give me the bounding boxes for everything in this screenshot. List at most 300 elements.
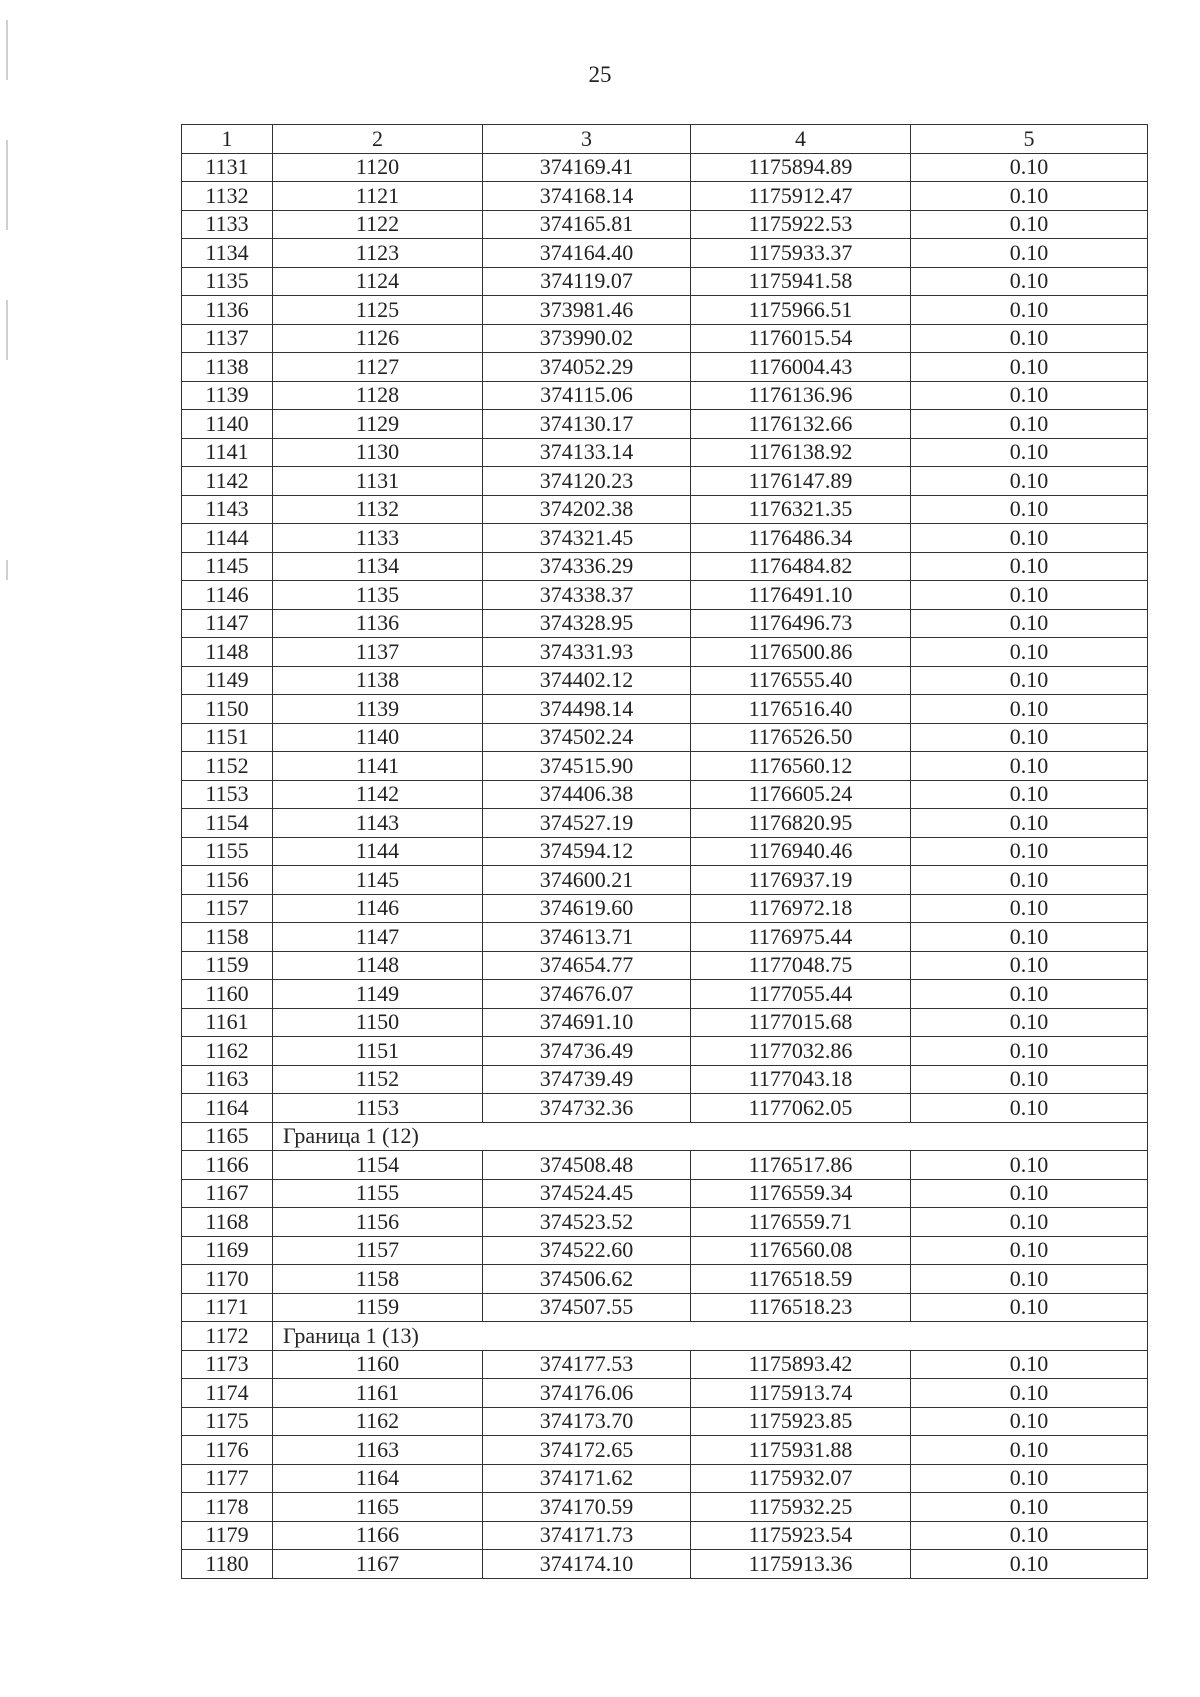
x-coordinate-cell: 374502.24 [483, 723, 691, 752]
y-coordinate-cell: 1175893.42 [691, 1350, 911, 1379]
table-row [182, 923, 1148, 952]
y-coordinate-cell: 1175933.37 [691, 239, 911, 268]
point-number-cell: 1129 [273, 410, 483, 439]
x-coordinate-cell: 374507.55 [483, 1293, 691, 1322]
coordinates-table [181, 124, 1148, 1579]
point-number-cell: 1124 [273, 267, 483, 296]
table-row [182, 1293, 1148, 1322]
table-row [182, 1379, 1148, 1408]
table-row [182, 1208, 1148, 1237]
y-coordinate-cell: 1176975.44 [691, 923, 911, 952]
column-header: 5 [911, 125, 1148, 154]
x-coordinate-cell: 374171.62 [483, 1464, 691, 1493]
x-coordinate-cell: 374164.40 [483, 239, 691, 268]
point-number-cell: 1127 [273, 353, 483, 382]
y-coordinate-cell: 1176940.46 [691, 837, 911, 866]
y-coordinate-cell: 1176937.19 [691, 866, 911, 895]
row-number-cell: 1139 [182, 381, 273, 410]
y-coordinate-cell: 1177015.68 [691, 1008, 911, 1037]
y-coordinate-cell: 1177055.44 [691, 980, 911, 1009]
point-number-cell: 1159 [273, 1293, 483, 1322]
accuracy-cell: 0.10 [911, 182, 1148, 211]
table-row [182, 1407, 1148, 1436]
table-row [182, 837, 1148, 866]
y-coordinate-cell: 1176321.35 [691, 495, 911, 524]
y-coordinate-cell: 1175912.47 [691, 182, 911, 211]
x-coordinate-cell: 374052.29 [483, 353, 691, 382]
section-label-cell: Граница 1 (12) [273, 1122, 1148, 1151]
point-number-cell: 1166 [273, 1521, 483, 1550]
x-coordinate-cell: 374654.77 [483, 951, 691, 980]
row-number-cell: 1138 [182, 353, 273, 382]
accuracy-cell: 0.10 [911, 1436, 1148, 1465]
row-number-cell: 1132 [182, 182, 273, 211]
y-coordinate-cell: 1176138.92 [691, 438, 911, 467]
row-number-cell: 1160 [182, 980, 273, 1009]
x-coordinate-cell: 374130.17 [483, 410, 691, 439]
accuracy-cell: 0.10 [911, 1407, 1148, 1436]
point-number-cell: 1157 [273, 1236, 483, 1265]
table-row [182, 1265, 1148, 1294]
y-coordinate-cell: 1175966.51 [691, 296, 911, 325]
row-number-cell: 1164 [182, 1094, 273, 1123]
x-coordinate-cell: 374691.10 [483, 1008, 691, 1037]
table-row [182, 609, 1148, 638]
point-number-cell: 1158 [273, 1265, 483, 1294]
point-number-cell: 1134 [273, 552, 483, 581]
y-coordinate-cell: 1176516.40 [691, 695, 911, 724]
accuracy-cell: 0.10 [911, 894, 1148, 923]
row-number-cell: 1156 [182, 866, 273, 895]
row-number-cell: 1151 [182, 723, 273, 752]
point-number-cell: 1125 [273, 296, 483, 325]
table-row [182, 524, 1148, 553]
point-number-cell: 1135 [273, 581, 483, 610]
table-row [182, 638, 1148, 667]
table-row [182, 1521, 1148, 1550]
point-number-cell: 1149 [273, 980, 483, 1009]
table-row [182, 866, 1148, 895]
row-number-cell: 1152 [182, 752, 273, 781]
accuracy-cell: 0.10 [911, 239, 1148, 268]
table-row [182, 1350, 1148, 1379]
point-number-cell: 1142 [273, 780, 483, 809]
point-number-cell: 1143 [273, 809, 483, 838]
point-number-cell: 1123 [273, 239, 483, 268]
y-coordinate-cell: 1176147.89 [691, 467, 911, 496]
row-number-cell: 1169 [182, 1236, 273, 1265]
y-coordinate-cell: 1176484.82 [691, 552, 911, 581]
y-coordinate-cell: 1177032.86 [691, 1037, 911, 1066]
y-coordinate-cell: 1176560.12 [691, 752, 911, 781]
point-number-cell: 1132 [273, 495, 483, 524]
row-number-cell: 1146 [182, 581, 273, 610]
y-coordinate-cell: 1176518.59 [691, 1265, 911, 1294]
y-coordinate-cell: 1175923.85 [691, 1407, 911, 1436]
point-number-cell: 1144 [273, 837, 483, 866]
row-number-cell: 1159 [182, 951, 273, 980]
x-coordinate-cell: 374119.07 [483, 267, 691, 296]
row-number-cell: 1149 [182, 666, 273, 695]
x-coordinate-cell: 374613.71 [483, 923, 691, 952]
table-section-row [182, 1122, 1148, 1151]
table-row [182, 495, 1148, 524]
x-coordinate-cell: 374676.07 [483, 980, 691, 1009]
x-coordinate-cell: 374594.12 [483, 837, 691, 866]
row-number-cell: 1162 [182, 1037, 273, 1066]
row-number-cell: 1135 [182, 267, 273, 296]
column-header: 1 [182, 125, 273, 154]
row-number-cell: 1147 [182, 609, 273, 638]
y-coordinate-cell: 1175932.25 [691, 1493, 911, 1522]
row-number-cell: 1172 [182, 1322, 273, 1351]
x-coordinate-cell: 374523.52 [483, 1208, 691, 1237]
y-coordinate-cell: 1176500.86 [691, 638, 911, 667]
row-number-cell: 1178 [182, 1493, 273, 1522]
point-number-cell: 1139 [273, 695, 483, 724]
table-row [182, 809, 1148, 838]
point-number-cell: 1136 [273, 609, 483, 638]
row-number-cell: 1134 [182, 239, 273, 268]
row-number-cell: 1154 [182, 809, 273, 838]
accuracy-cell: 0.10 [911, 609, 1148, 638]
point-number-cell: 1138 [273, 666, 483, 695]
x-coordinate-cell: 374177.53 [483, 1350, 691, 1379]
row-number-cell: 1180 [182, 1550, 273, 1579]
y-coordinate-cell: 1175913.74 [691, 1379, 911, 1408]
accuracy-cell: 0.10 [911, 410, 1148, 439]
x-coordinate-cell: 373990.02 [483, 324, 691, 353]
point-number-cell: 1128 [273, 381, 483, 410]
y-coordinate-cell: 1175932.07 [691, 1464, 911, 1493]
point-number-cell: 1121 [273, 182, 483, 211]
table-row [182, 467, 1148, 496]
x-coordinate-cell: 374170.59 [483, 1493, 691, 1522]
point-number-cell: 1156 [273, 1208, 483, 1237]
table-row [182, 438, 1148, 467]
table-row [182, 1008, 1148, 1037]
row-number-cell: 1175 [182, 1407, 273, 1436]
row-number-cell: 1145 [182, 552, 273, 581]
x-coordinate-cell: 374506.62 [483, 1265, 691, 1294]
accuracy-cell: 0.10 [911, 581, 1148, 610]
table-row [182, 1236, 1148, 1265]
y-coordinate-cell: 1176004.43 [691, 353, 911, 382]
accuracy-cell: 0.10 [911, 809, 1148, 838]
y-coordinate-cell: 1175931.88 [691, 1436, 911, 1465]
x-coordinate-cell: 374331.93 [483, 638, 691, 667]
row-number-cell: 1166 [182, 1151, 273, 1180]
point-number-cell: 1130 [273, 438, 483, 467]
point-number-cell: 1141 [273, 752, 483, 781]
point-number-cell: 1151 [273, 1037, 483, 1066]
accuracy-cell: 0.10 [911, 1037, 1148, 1066]
y-coordinate-cell: 1175913.36 [691, 1550, 911, 1579]
table-row [182, 581, 1148, 610]
page-number: 25 [588, 62, 612, 87]
point-number-cell: 1140 [273, 723, 483, 752]
point-number-cell: 1161 [273, 1379, 483, 1408]
table-row [182, 153, 1148, 182]
x-coordinate-cell: 374172.65 [483, 1436, 691, 1465]
y-coordinate-cell: 1177062.05 [691, 1094, 911, 1123]
table-row [182, 296, 1148, 325]
table-row [182, 951, 1148, 980]
point-number-cell: 1167 [273, 1550, 483, 1579]
accuracy-cell: 0.10 [911, 866, 1148, 895]
accuracy-cell: 0.10 [911, 210, 1148, 239]
accuracy-cell: 0.10 [911, 1065, 1148, 1094]
accuracy-cell: 0.10 [911, 1379, 1148, 1408]
row-number-cell: 1168 [182, 1208, 273, 1237]
table-row [182, 723, 1148, 752]
table-row [182, 381, 1148, 410]
y-coordinate-cell: 1176491.10 [691, 581, 911, 610]
row-number-cell: 1179 [182, 1521, 273, 1550]
accuracy-cell: 0.10 [911, 1236, 1148, 1265]
y-coordinate-cell: 1176136.96 [691, 381, 911, 410]
table-row [182, 267, 1148, 296]
table-row [182, 1094, 1148, 1123]
row-number-cell: 1171 [182, 1293, 273, 1322]
column-header: 2 [273, 125, 483, 154]
accuracy-cell: 0.10 [911, 638, 1148, 667]
scan-edge-mark [6, 560, 8, 580]
y-coordinate-cell: 1176820.95 [691, 809, 911, 838]
y-coordinate-cell: 1176560.08 [691, 1236, 911, 1265]
accuracy-cell: 0.10 [911, 1208, 1148, 1237]
accuracy-cell: 0.10 [911, 723, 1148, 752]
column-header: 4 [691, 125, 911, 154]
table-body [182, 125, 1148, 1579]
x-coordinate-cell: 374736.49 [483, 1037, 691, 1066]
accuracy-cell: 0.10 [911, 951, 1148, 980]
accuracy-cell: 0.10 [911, 1008, 1148, 1037]
x-coordinate-cell: 374522.60 [483, 1236, 691, 1265]
x-coordinate-cell: 374115.06 [483, 381, 691, 410]
point-number-cell: 1148 [273, 951, 483, 980]
y-coordinate-cell: 1176496.73 [691, 609, 911, 638]
table-row [182, 1464, 1148, 1493]
x-coordinate-cell: 374120.23 [483, 467, 691, 496]
point-number-cell: 1126 [273, 324, 483, 353]
y-coordinate-cell: 1177043.18 [691, 1065, 911, 1094]
x-coordinate-cell: 374202.38 [483, 495, 691, 524]
row-number-cell: 1141 [182, 438, 273, 467]
point-number-cell: 1152 [273, 1065, 483, 1094]
table-row [182, 1151, 1148, 1180]
scan-edge-mark [6, 140, 8, 230]
x-coordinate-cell: 374174.10 [483, 1550, 691, 1579]
row-number-cell: 1174 [182, 1379, 273, 1408]
y-coordinate-cell: 1175922.53 [691, 210, 911, 239]
row-number-cell: 1161 [182, 1008, 273, 1037]
x-coordinate-cell: 374600.21 [483, 866, 691, 895]
x-coordinate-cell: 373981.46 [483, 296, 691, 325]
point-number-cell: 1120 [273, 153, 483, 182]
point-number-cell: 1164 [273, 1464, 483, 1493]
accuracy-cell: 0.10 [911, 467, 1148, 496]
accuracy-cell: 0.10 [911, 267, 1148, 296]
accuracy-cell: 0.10 [911, 353, 1148, 382]
point-number-cell: 1155 [273, 1179, 483, 1208]
x-coordinate-cell: 374498.14 [483, 695, 691, 724]
point-number-cell: 1145 [273, 866, 483, 895]
row-number-cell: 1177 [182, 1464, 273, 1493]
y-coordinate-cell: 1175941.58 [691, 267, 911, 296]
row-number-cell: 1150 [182, 695, 273, 724]
row-number-cell: 1143 [182, 495, 273, 524]
x-coordinate-cell: 374321.45 [483, 524, 691, 553]
accuracy-cell: 0.10 [911, 381, 1148, 410]
table-row [182, 666, 1148, 695]
table-section-row [182, 1322, 1148, 1351]
table-header-row [182, 125, 1148, 154]
x-coordinate-cell: 374619.60 [483, 894, 691, 923]
x-coordinate-cell: 374739.49 [483, 1065, 691, 1094]
accuracy-cell: 0.10 [911, 1521, 1148, 1550]
accuracy-cell: 0.10 [911, 438, 1148, 467]
accuracy-cell: 0.10 [911, 1550, 1148, 1579]
accuracy-cell: 0.10 [911, 296, 1148, 325]
accuracy-cell: 0.10 [911, 1293, 1148, 1322]
x-coordinate-cell: 374328.95 [483, 609, 691, 638]
accuracy-cell: 0.10 [911, 1179, 1148, 1208]
accuracy-cell: 0.10 [911, 1350, 1148, 1379]
x-coordinate-cell: 374168.14 [483, 182, 691, 211]
accuracy-cell: 0.10 [911, 1464, 1148, 1493]
table-row [182, 1436, 1148, 1465]
row-number-cell: 1158 [182, 923, 273, 952]
point-number-cell: 1162 [273, 1407, 483, 1436]
section-label-cell: Граница 1 (13) [273, 1322, 1148, 1351]
row-number-cell: 1167 [182, 1179, 273, 1208]
accuracy-cell: 0.10 [911, 923, 1148, 952]
y-coordinate-cell: 1176972.18 [691, 894, 911, 923]
x-coordinate-cell: 374402.12 [483, 666, 691, 695]
table-row [182, 695, 1148, 724]
point-number-cell: 1131 [273, 467, 483, 496]
x-coordinate-cell: 374515.90 [483, 752, 691, 781]
row-number-cell: 1157 [182, 894, 273, 923]
x-coordinate-cell: 374732.36 [483, 1094, 691, 1123]
y-coordinate-cell: 1176605.24 [691, 780, 911, 809]
column-header: 3 [483, 125, 691, 154]
row-number-cell: 1153 [182, 780, 273, 809]
table-row [182, 410, 1148, 439]
point-number-cell: 1137 [273, 638, 483, 667]
table-row [182, 752, 1148, 781]
y-coordinate-cell: 1176518.23 [691, 1293, 911, 1322]
x-coordinate-cell: 374176.06 [483, 1379, 691, 1408]
y-coordinate-cell: 1177048.75 [691, 951, 911, 980]
row-number-cell: 1144 [182, 524, 273, 553]
row-number-cell: 1155 [182, 837, 273, 866]
row-number-cell: 1140 [182, 410, 273, 439]
row-number-cell: 1170 [182, 1265, 273, 1294]
point-number-cell: 1160 [273, 1350, 483, 1379]
x-coordinate-cell: 374133.14 [483, 438, 691, 467]
x-coordinate-cell: 374508.48 [483, 1151, 691, 1180]
y-coordinate-cell: 1176486.34 [691, 524, 911, 553]
row-number-cell: 1137 [182, 324, 273, 353]
y-coordinate-cell: 1176015.54 [691, 324, 911, 353]
row-number-cell: 1131 [182, 153, 273, 182]
row-number-cell: 1136 [182, 296, 273, 325]
accuracy-cell: 0.10 [911, 1094, 1148, 1123]
table-row [182, 894, 1148, 923]
table-row [182, 1179, 1148, 1208]
accuracy-cell: 0.10 [911, 1151, 1148, 1180]
accuracy-cell: 0.10 [911, 666, 1148, 695]
accuracy-cell: 0.10 [911, 1493, 1148, 1522]
x-coordinate-cell: 374173.70 [483, 1407, 691, 1436]
table-row [182, 353, 1148, 382]
point-number-cell: 1153 [273, 1094, 483, 1123]
accuracy-cell: 0.10 [911, 780, 1148, 809]
point-number-cell: 1163 [273, 1436, 483, 1465]
x-coordinate-cell: 374169.41 [483, 153, 691, 182]
accuracy-cell: 0.10 [911, 695, 1148, 724]
x-coordinate-cell: 374338.37 [483, 581, 691, 610]
table-row [182, 1037, 1148, 1066]
row-number-cell: 1173 [182, 1350, 273, 1379]
table-row [182, 324, 1148, 353]
scan-edge-mark [6, 300, 8, 360]
y-coordinate-cell: 1176517.86 [691, 1151, 911, 1180]
y-coordinate-cell: 1176555.40 [691, 666, 911, 695]
accuracy-cell: 0.10 [911, 752, 1148, 781]
table-row [182, 1550, 1148, 1579]
point-number-cell: 1133 [273, 524, 483, 553]
accuracy-cell: 0.10 [911, 980, 1148, 1009]
x-coordinate-cell: 374406.38 [483, 780, 691, 809]
accuracy-cell: 0.10 [911, 495, 1148, 524]
y-coordinate-cell: 1176132.66 [691, 410, 911, 439]
row-number-cell: 1142 [182, 467, 273, 496]
point-number-cell: 1154 [273, 1151, 483, 1180]
y-coordinate-cell: 1175894.89 [691, 153, 911, 182]
row-number-cell: 1165 [182, 1122, 273, 1151]
point-number-cell: 1146 [273, 894, 483, 923]
accuracy-cell: 0.10 [911, 1265, 1148, 1294]
table-row [182, 1065, 1148, 1094]
table-row [182, 552, 1148, 581]
y-coordinate-cell: 1176526.50 [691, 723, 911, 752]
table-row [182, 239, 1148, 268]
table-row [182, 980, 1148, 1009]
x-coordinate-cell: 374165.81 [483, 210, 691, 239]
table-row [182, 182, 1148, 211]
accuracy-cell: 0.10 [911, 524, 1148, 553]
table-row [182, 210, 1148, 239]
table-row [182, 780, 1148, 809]
accuracy-cell: 0.10 [911, 552, 1148, 581]
y-coordinate-cell: 1175923.54 [691, 1521, 911, 1550]
point-number-cell: 1122 [273, 210, 483, 239]
x-coordinate-cell: 374171.73 [483, 1521, 691, 1550]
x-coordinate-cell: 374527.19 [483, 809, 691, 838]
x-coordinate-cell: 374336.29 [483, 552, 691, 581]
y-coordinate-cell: 1176559.34 [691, 1179, 911, 1208]
point-number-cell: 1150 [273, 1008, 483, 1037]
y-coordinate-cell: 1176559.71 [691, 1208, 911, 1237]
accuracy-cell: 0.10 [911, 153, 1148, 182]
accuracy-cell: 0.10 [911, 324, 1148, 353]
point-number-cell: 1147 [273, 923, 483, 952]
table-row [182, 1493, 1148, 1522]
accuracy-cell: 0.10 [911, 837, 1148, 866]
